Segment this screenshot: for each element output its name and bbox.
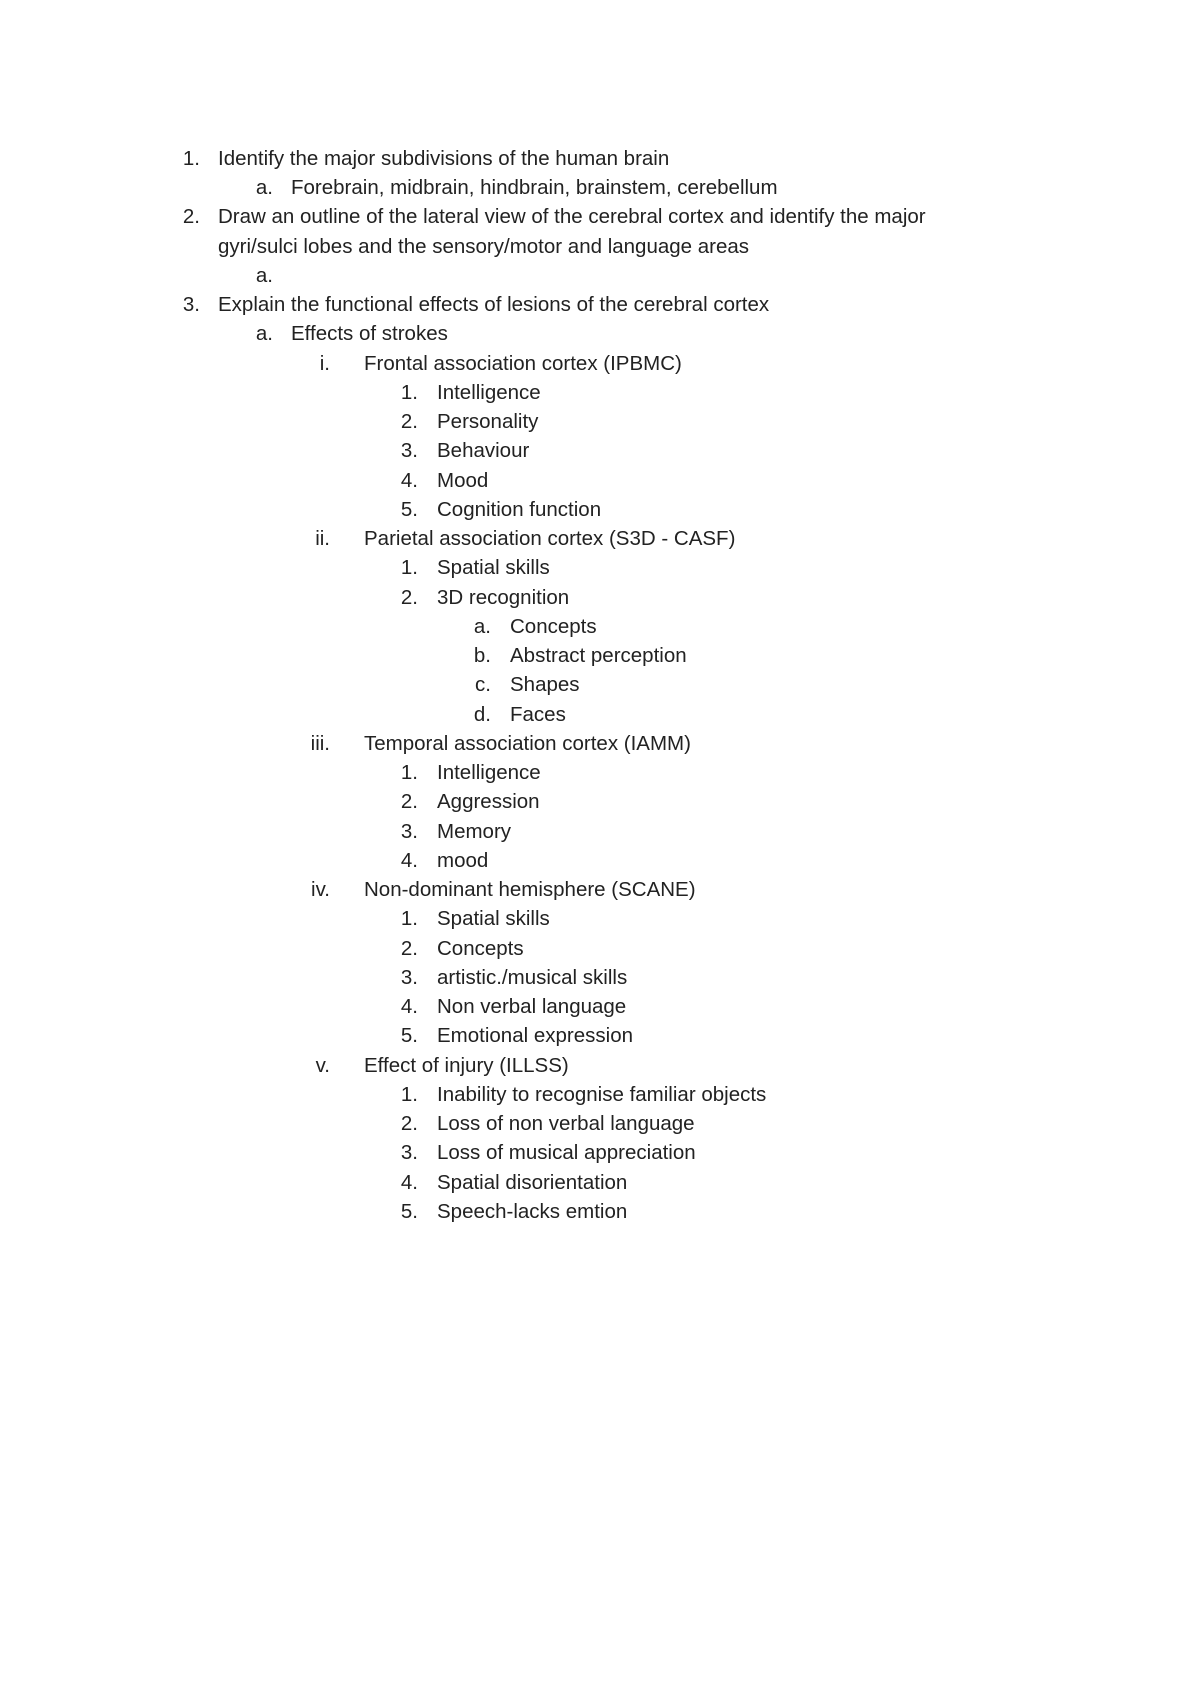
section-title: Non-dominant hemisphere (SCANE): [364, 878, 696, 901]
answer-text: Forebrain, midbrain, hindbrain, brainstem, cerebellum: [291, 176, 778, 199]
list-number: 5.: [400, 498, 418, 521]
item-text: Mood: [437, 469, 489, 492]
item-text: Emotional expression: [437, 1024, 633, 1047]
list-letter: a.: [255, 264, 273, 287]
item-text: Cognition function: [437, 498, 602, 521]
item-text: Personality: [437, 410, 539, 433]
list-letter: d.: [473, 703, 491, 726]
list-letter: b.: [473, 644, 491, 667]
list-number: 4.: [400, 469, 418, 492]
section-title: Temporal association cortex (IAMM): [364, 732, 691, 755]
item-text: Faces: [510, 703, 566, 726]
item-text: Memory: [437, 820, 512, 843]
question-text: gyri/sulci lobes and the sensory/motor and language areas: [218, 235, 750, 258]
list-number: 3.: [400, 820, 418, 843]
item-text: Loss of musical appreciation: [437, 1141, 696, 1164]
item-text: Spatial disorientation: [437, 1171, 628, 1194]
list-number: 1.: [400, 907, 418, 930]
list-number: 1.: [400, 761, 418, 784]
item-text: Intelligence: [437, 381, 541, 404]
list-number: 3.: [400, 1141, 418, 1164]
item-text: Speech-lacks emtion: [437, 1200, 628, 1223]
item-text: Spatial skills: [437, 556, 550, 579]
list-number: 3.: [182, 293, 200, 316]
list-number: 2.: [182, 205, 200, 228]
list-letter: a.: [255, 176, 273, 199]
question-text: Identify the major subdivisions of the human brain: [218, 147, 670, 170]
list-letter: a.: [473, 615, 491, 638]
list-roman: v.: [315, 1054, 330, 1077]
list-number: 1.: [400, 1083, 418, 1106]
list-number: 1.: [400, 381, 418, 404]
item-text: Concepts: [510, 615, 597, 638]
list-number: 4.: [400, 1171, 418, 1194]
item-text: Loss of non verbal language: [437, 1112, 695, 1135]
list-roman: ii.: [315, 527, 330, 550]
list-letter: a.: [255, 322, 273, 345]
item-text: Concepts: [437, 937, 524, 960]
item-text: Intelligence: [437, 761, 541, 784]
list-number: 2.: [400, 410, 418, 433]
item-text: 3D recognition: [437, 586, 570, 609]
item-text: artistic./musical skills: [437, 966, 628, 989]
list-number: 2.: [400, 937, 418, 960]
list-number: 2.: [400, 790, 418, 813]
item-text: Inability to recognise familiar objects: [437, 1083, 767, 1106]
item-text: Behaviour: [437, 439, 530, 462]
list-number: 2.: [400, 586, 418, 609]
list-roman: i.: [319, 352, 330, 375]
list-number: 2.: [400, 1112, 418, 1135]
item-text: Aggression: [437, 790, 540, 813]
list-number: 4.: [400, 995, 418, 1018]
list-roman: iii.: [310, 732, 330, 755]
item-text: mood: [437, 849, 489, 872]
list-number: 4.: [400, 849, 418, 872]
question-text: Draw an outline of the lateral view of the cerebral cortex and identify the major: [218, 205, 926, 228]
item-text: Non verbal language: [437, 995, 627, 1018]
section-title: Parietal association cortex (S3D - CASF): [364, 527, 736, 550]
item-text: Abstract perception: [510, 644, 687, 667]
item-text: Shapes: [510, 673, 580, 696]
list-letter: c.: [475, 673, 491, 696]
list-number: 3.: [400, 966, 418, 989]
list-number: 5.: [400, 1024, 418, 1047]
list-number: 1.: [182, 147, 200, 170]
list-number: 1.: [400, 556, 418, 579]
list-number: 3.: [400, 439, 418, 462]
section-title: Effect of injury (ILLSS): [364, 1054, 569, 1077]
answer-text: Effects of strokes: [291, 322, 448, 345]
section-title: Frontal association cortex (IPBMC): [364, 352, 682, 375]
item-text: Spatial skills: [437, 907, 550, 930]
list-roman: iv.: [311, 878, 330, 901]
list-number: 5.: [400, 1200, 418, 1223]
question-text: Explain the functional effects of lesions of the cerebral cortex: [218, 293, 770, 316]
